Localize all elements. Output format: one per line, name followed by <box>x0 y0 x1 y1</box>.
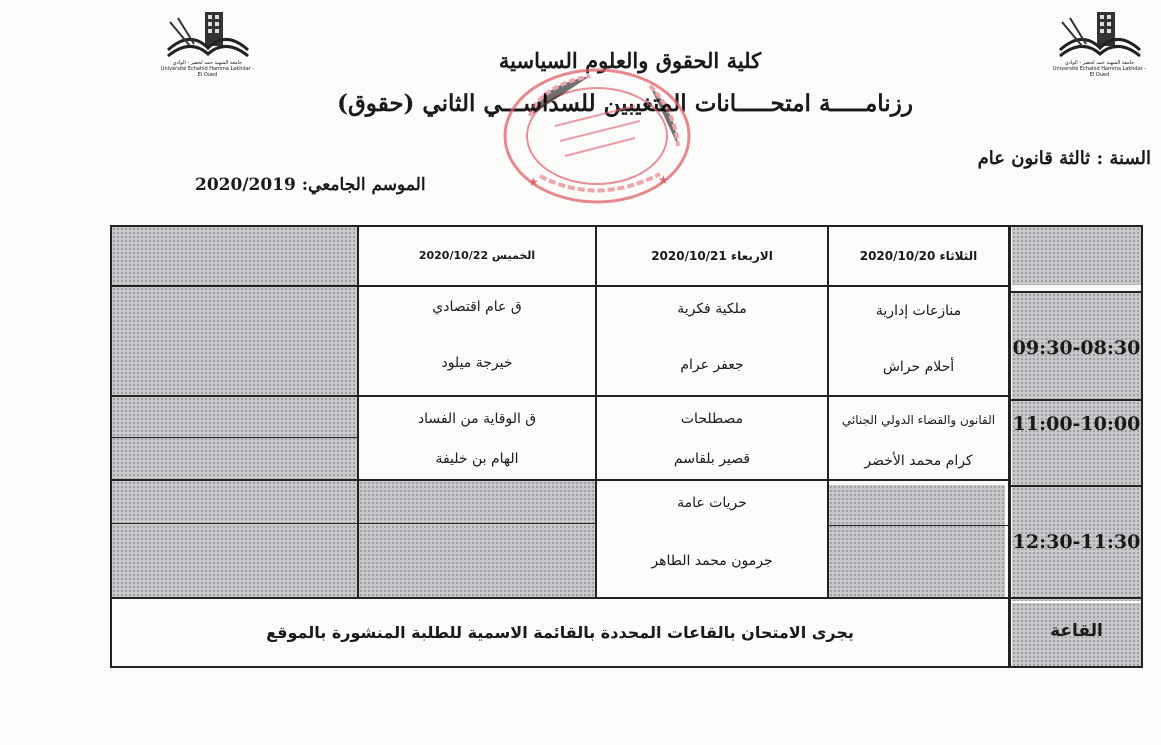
schedule-title: رزنامـــــة امتحـــــانات المتغيبين للسداســـي الثاني (حقوق) <box>337 90 913 117</box>
empty-cell <box>829 485 1005 597</box>
time-slot-3: 12:30-11:30 <box>1012 531 1141 553</box>
subject-name: ملكية فكرية <box>677 301 747 317</box>
subject-name: حريات عامة <box>677 495 747 511</box>
empty-cell <box>112 287 357 395</box>
exam-slot <box>597 287 827 395</box>
professor-name: قصير بلقاسم <box>673 451 751 467</box>
faculty-title: كلية الحقوق والعلوم السياسية <box>498 48 762 73</box>
logo-caption: جامعة الشهيد حمه لخضر - الوادي Université Echahid Hamma Lakhdar - El Oued <box>1052 60 1147 78</box>
day-header-tuesday: الثلاثاء 2020/10/20 <box>859 249 978 263</box>
empty-cell <box>112 227 357 285</box>
day-header-thursday: الخميس 2020/10/22 <box>418 249 536 262</box>
professor-name: أحلام حراش <box>882 359 955 375</box>
exam-slot <box>597 481 827 597</box>
exam-slot <box>359 287 595 395</box>
official-stamp <box>500 66 695 206</box>
year-label: السنة : ثالثة قانون عام <box>977 148 1151 169</box>
exam-slot <box>359 397 595 479</box>
empty-cell <box>359 481 595 597</box>
schedule-table <box>110 225 1143 668</box>
svg-text:★: ★ <box>658 173 669 187</box>
exam-slot <box>829 287 1008 395</box>
day-header-wednesday: الاربعاء 2020/10/21 <box>651 249 773 263</box>
subject-name: ق عام اقتصادي <box>432 299 522 315</box>
room-note: يجرى الامتحان بالقاعات المحددة بالقائمة الاسمية للطلبة المنشورة بالموقع <box>266 623 854 642</box>
professor-name: كرام محمد الأخضر <box>864 453 973 469</box>
svg-text:★: ★ <box>528 175 539 189</box>
season-label: الموسم الجامعي: 2020/2019 <box>195 175 426 195</box>
time-slot-1: 09:30-08:30 <box>1012 337 1141 359</box>
room-label: القاعة <box>1050 621 1103 641</box>
empty-cell <box>112 397 357 479</box>
empty-cell <box>112 481 357 597</box>
subject-name: مصطلحات <box>680 411 744 427</box>
university-logo <box>160 10 255 78</box>
subject-name: منازعات إدارية <box>875 303 962 319</box>
exam-slot <box>597 397 827 479</box>
subject-name: القانون والقضاء الدولي الجنائي <box>841 413 996 427</box>
professor-name: الهام بن خليفة <box>435 451 519 467</box>
subject-name: ق الوقاية من الفساد <box>417 411 537 427</box>
professor-name: خيرجة ميلود <box>441 355 513 371</box>
exam-slot <box>829 397 1008 479</box>
corner-cell <box>1012 227 1141 285</box>
university-logo <box>1052 10 1147 78</box>
professor-name: جرمون محمد الطاهر <box>651 553 773 569</box>
logo-caption: جامعة الشهيد حمه لخضر - الوادي Université Echahid Hamma Lakhdar - El Oued <box>160 60 255 78</box>
professor-name: جعفر عرام <box>680 357 744 373</box>
time-slot-2: 11:00-10:00 <box>1012 413 1141 435</box>
